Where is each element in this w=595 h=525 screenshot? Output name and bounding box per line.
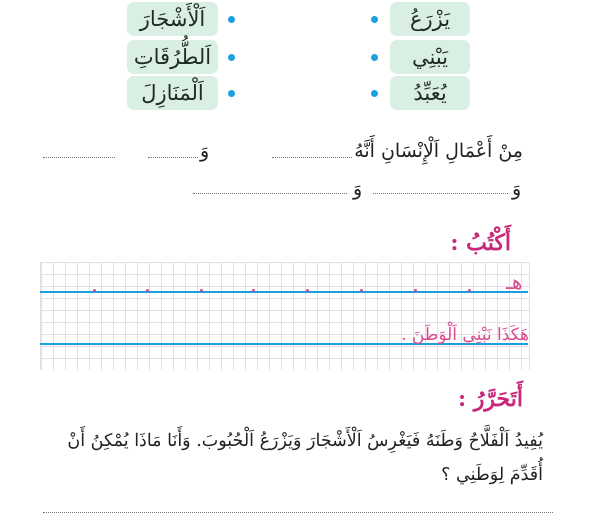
- trace-letter-ha: هـ: [506, 270, 523, 294]
- answer-blank[interactable]: [193, 193, 347, 194]
- guide-line-1: [40, 291, 528, 293]
- word-chip-yabni: [390, 40, 470, 74]
- trace-dot: [414, 289, 417, 292]
- write-heading: أَكْتُبُ :: [450, 230, 511, 256]
- chip-label: اَلطُّرُقَاتِ: [133, 45, 212, 69]
- bullet-icon: [371, 54, 378, 61]
- trace-dot: [146, 289, 149, 292]
- trace-dot: [468, 289, 471, 292]
- word-chip-almanazil: [127, 76, 218, 110]
- trace-dot: [360, 289, 363, 292]
- trace-dot: [252, 289, 255, 292]
- answer-blank[interactable]: [373, 193, 508, 194]
- bullet-icon: [228, 16, 235, 23]
- answer-blank[interactable]: [43, 157, 115, 158]
- express-heading: أَتَحَرَّرُ :: [458, 386, 523, 412]
- answer-line[interactable]: [43, 512, 553, 513]
- word-chip-alashjar: [127, 2, 218, 36]
- chip-label: يُعَبِّدُ: [413, 81, 447, 105]
- trace-sentence: هَكَذَا نَبْنِي اَلْوَطَنَ .: [401, 325, 529, 345]
- prompt-paragraph-line-1: يُفِيدُ اَلْفَلَّاحُ وَطَنَهُ فَيَغْرِسُ اَلْأَشْجَارَ وَيَزْرَعُ اَلْحُبُوبَ. وَأَنَا مَاذَا يُمْكِنُ أَنْ: [67, 431, 543, 451]
- conjunction-wa: وَ: [512, 178, 522, 200]
- answer-blank[interactable]: [272, 157, 352, 158]
- bullet-icon: [371, 16, 378, 23]
- handwriting-grid: [40, 262, 530, 370]
- trace-dot: [306, 289, 309, 292]
- sentence-start: مِنْ أَعْمَالِ اَلْإِنْسَانِ أَنَّهُ: [354, 140, 523, 162]
- chip-label: يَزْرَعُ: [409, 7, 451, 31]
- trace-dot: [200, 289, 203, 292]
- chip-label: اَلْأَشْجَارَ: [139, 7, 206, 31]
- chip-label: يَبْنِي: [411, 45, 449, 69]
- answer-blank[interactable]: [148, 157, 198, 158]
- bullet-icon: [371, 90, 378, 97]
- word-chip-alturuqat: [127, 40, 218, 74]
- conjunction-wa: وَ: [353, 178, 363, 200]
- chip-label: اَلْمَنَازِلَ: [141, 81, 204, 105]
- bullet-icon: [228, 90, 235, 97]
- trace-dot: [93, 289, 96, 292]
- bullet-icon: [228, 54, 235, 61]
- word-chip-yazraa: [390, 2, 470, 36]
- prompt-paragraph-line-2: أُقَدِّمَ لِوَطَنِي ؟: [441, 465, 543, 485]
- word-chip-yuabbid: [390, 76, 470, 110]
- conjunction-wa: وَ: [200, 140, 210, 162]
